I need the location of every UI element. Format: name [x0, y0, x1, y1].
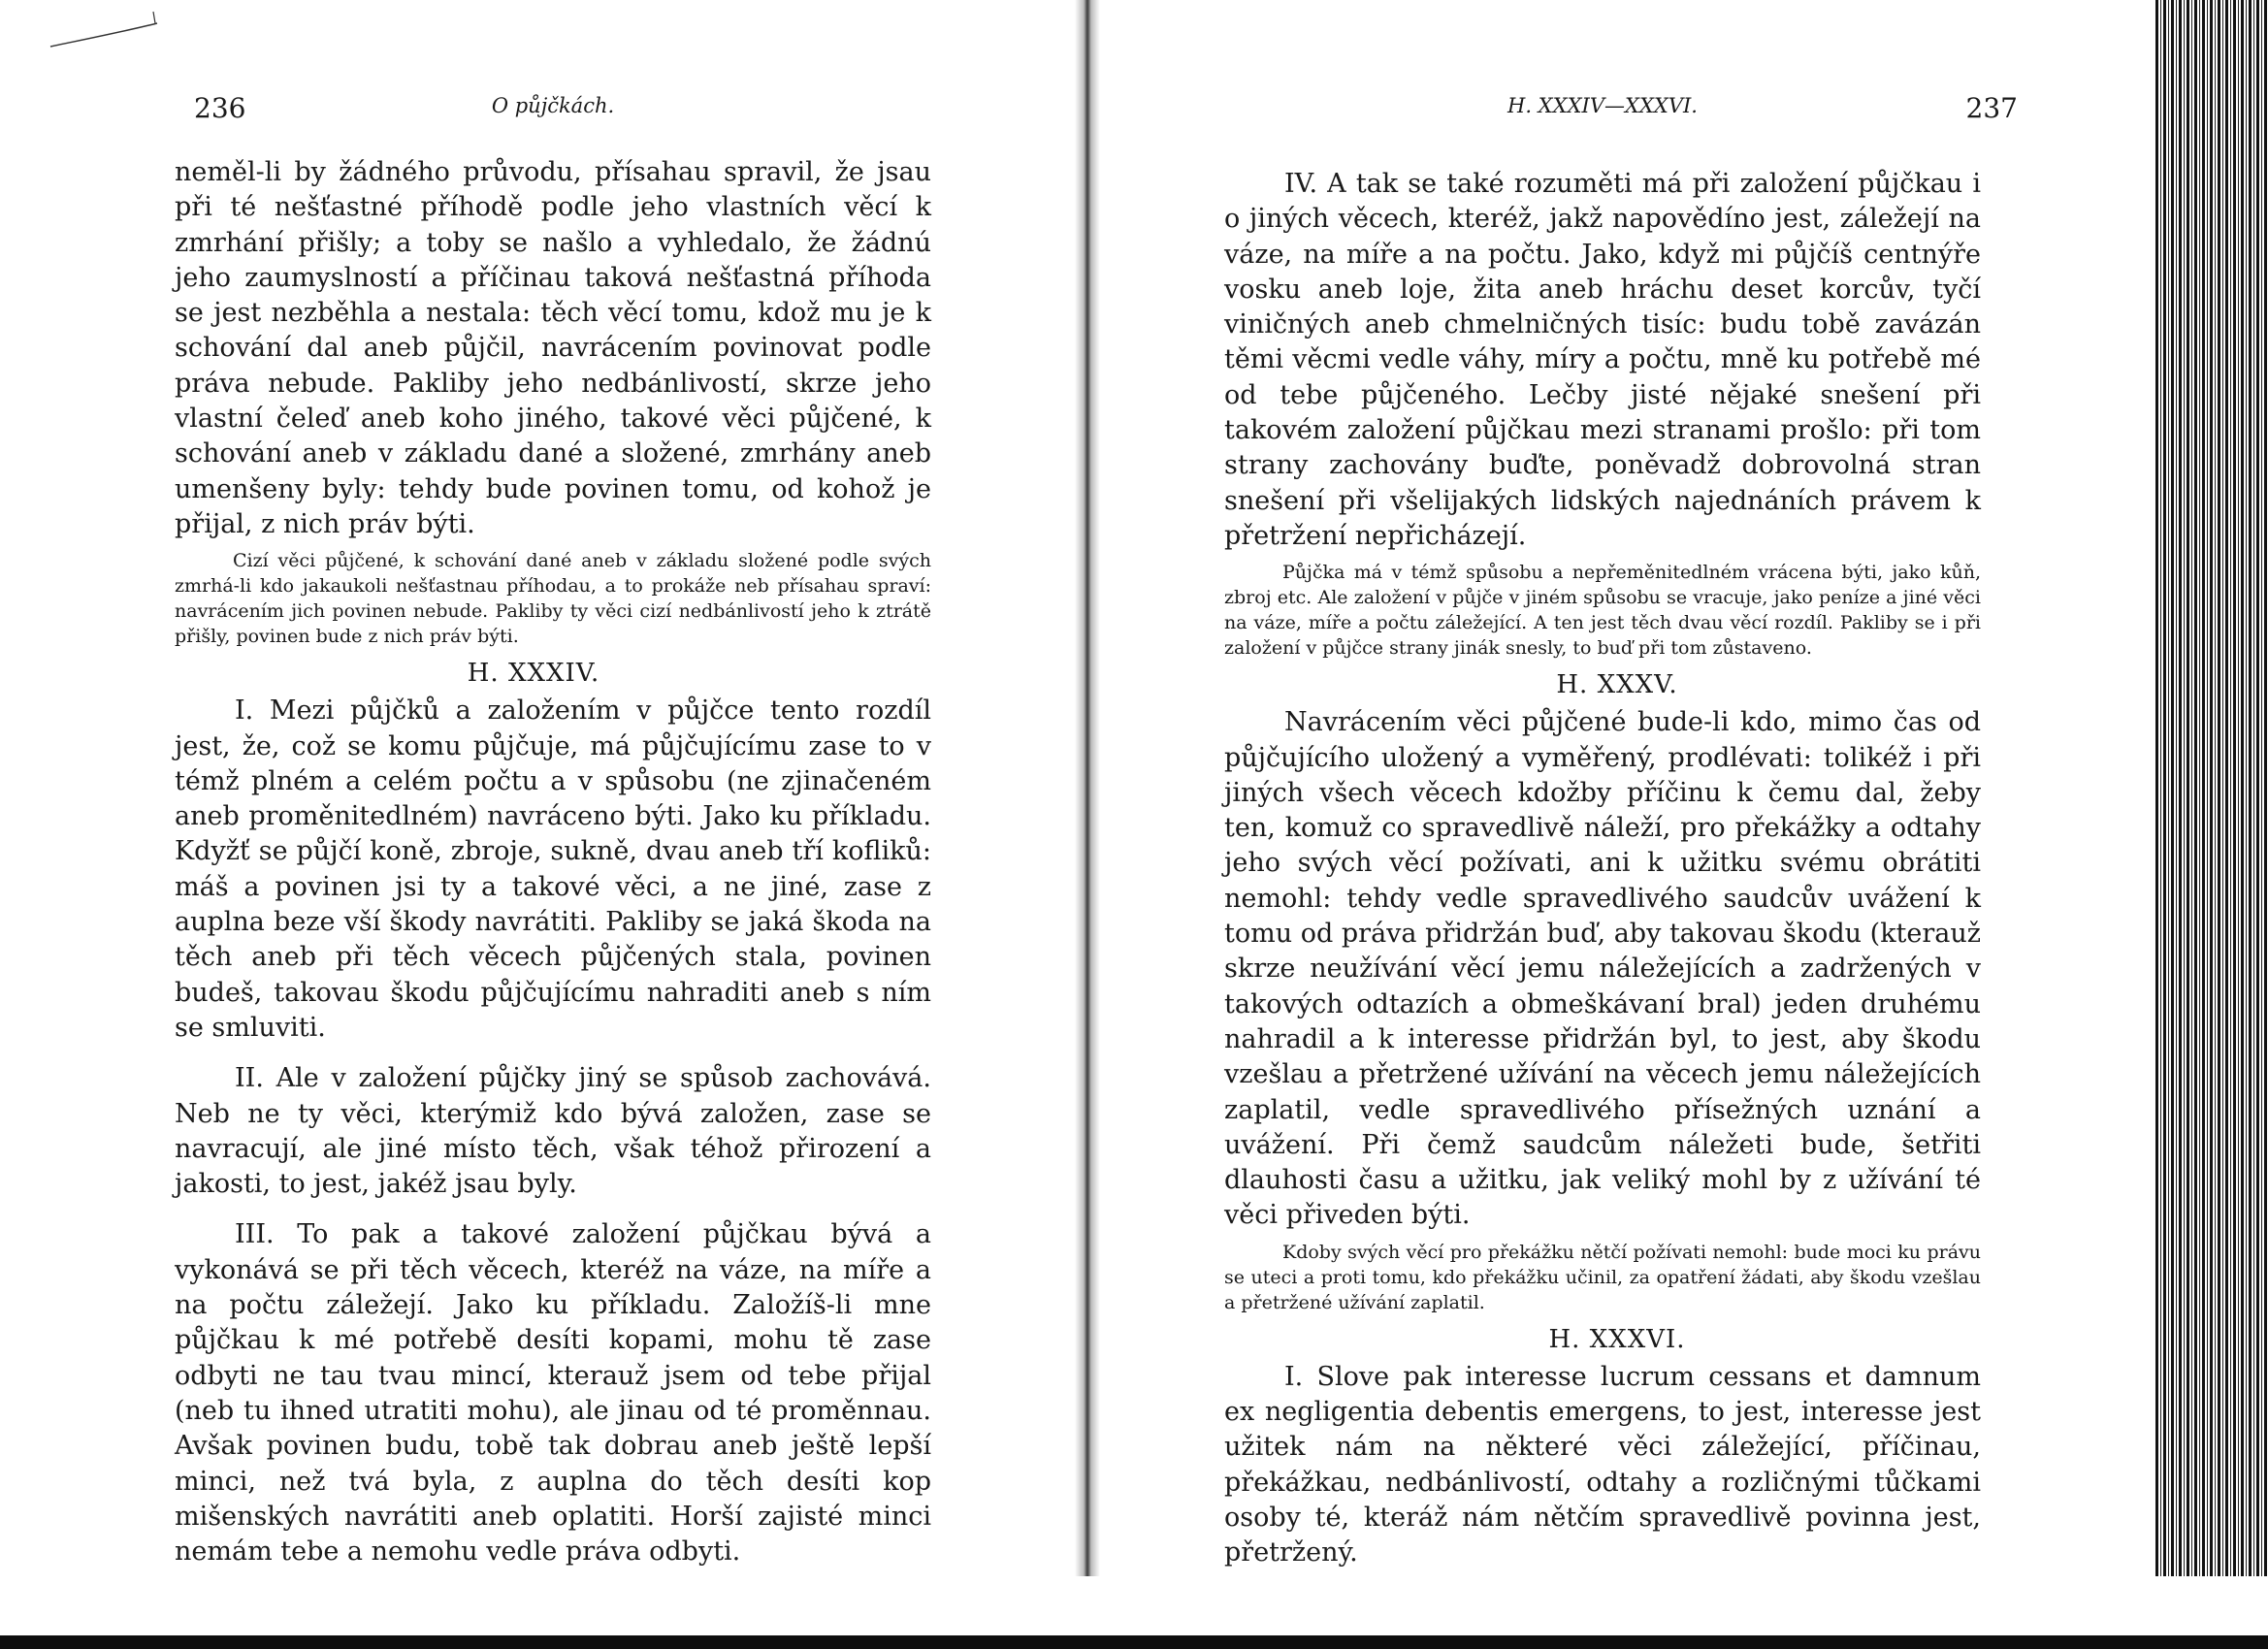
- paragraph: I. Mezi půjčků a založením v půjčce tento rozdíl jest, že, což se komu půjčuje, má půjčujícímu zase to v témž plném a celém počtu a v spůsobu (ne zjinačeném aneb proměnitedlném) navráceno býti. Jako ku příkladu. Kdyžť se půjčí koně, zbroje, sukně, dvau aneb tří kofliků: máš a povinen jsi ty a takové věci, a ne jiné, zase z auplna beze vší škody navrátiti. Pakliby se jaká škoda na těch aneb při těch věcech půjčených stala, povinen budeš, takovau škodu půjčujícímu nahraditi aneb s ním se smluviti.: [175, 695, 931, 1043]
- page-number: 237: [1965, 92, 2018, 124]
- pen-stroke-mark: [49, 10, 160, 50]
- page-edge-stack: [2155, 0, 2268, 1576]
- paragraph: III. To pak a takové založení půjčkau bývá a vykonává se při těch věcech, kteréž na váze, na míře a na počtu záležejí. Jako ku příkladu. Založíš-li mne půjčkau k mé potřebě desíti kopami, mohu tě zase odbyti ne tau tvau mincí, kterauž jsem od tebe přijal (neb tu ihned utratiti mohu), ale jinau od té proměnnau. Avšak povinen budu, tobě tak dobrau aneb ještě lepší minci, než tvá byla, z auplna do těch desíti kop mišenských navrátiti aneb oplatiti. Horší zajisté minci nemám tebe a nemohu vedle práva odbyti.: [175, 1219, 931, 1568]
- marginal-summary-note: Kdoby svých věcí pro překážku nětčí požívati nemohl: bude moci ku právu se uteci a proti tomu, kdo překážku učinil, za opatření žádati, aby škodu vzešlau a přetržené užívání zaplatil.: [1224, 1241, 1981, 1313]
- paragraph: Navrácením věci půjčené bude-li kdo, mimo čas od půjčujícího uložený a vyměřený, prodlévati: tolikéž i při jiných všech věcech kdožby příčinu k čemu dal, žeby ten, komuž co spravedlivě náleží, pro překážky a odtahy jeho svých věcí požívati, ani k užitku svému obrátiti nemohl: tehdy vedle spravedlivého saudcův uvážení k tomu od práva přidržán buď, aby takovau škodu (kterauž skrze neužívání věcí jemu náležejících a zadržených v takových odtazích a obmeškávaní bral) jeden druhému nahradil a k interesse přidržán byl, to jest, aby škodu vzešlau a přetržené užívání na věcech jemu náležejících zaplatil, vedle spravedlivého přísežných uznání a uvážení. Při čemž saudcům náležeti bude, šetřiti dlauhosti času a užitku, jak veliký mohl by z užívání té věci přiveden býti.: [1224, 707, 1981, 1231]
- section-heading: H. XXXIV.: [467, 659, 600, 689]
- page-number: 236: [194, 92, 246, 124]
- section-heading: H. XXXVI.: [1548, 1324, 1686, 1354]
- running-title: O půjčkách.: [491, 94, 615, 117]
- paragraph: IV. A tak se také rozuměti má při založení půjčkau i o jiných věcech, kteréž, jakž napovědíno jest, záležejí na váze, na míře a na počtu. Jako, když mi půjčíš centnýře vosku aneb loje, žita aneb hráchu deset korcův, tyčí viničných aneb chmelničných tisíc: budu tobě zavázán těmi věcmi vedle váhy, míry a počtu, mně ku potřebě mé od tebe půjčeného. Lečby jisté nějaké snešení při takovém založení půjčkau mezi stranami prošlo: při tom strany zachovány buďte, poněvadž dobrovolná stran snešení při všelijakých lidských najednáních právem k přetržení nepřicházejí.: [1224, 169, 1981, 551]
- section-heading: H. XXXV.: [1556, 670, 1678, 700]
- right-running-head: [1215, 92, 2018, 131]
- left-running-head: [165, 92, 941, 131]
- marginal-summary-note: Půjčka má v témž spůsobu a nepřeměnitedlném vrácena býti, jako kůň, zbroj etc. Ale založení v půjče v jiném spůsobu se vracuje, jako peníze a jiné věci na váze, míře a počtu záležející. A ten jest těch dvau věcí rozdíl. Pakliby se i při založení v půjčce strany jinák snesly, to buď při tom zůstaveno.: [1224, 562, 1981, 660]
- paragraph-gap: [165, 1202, 941, 1217]
- right-page-body: [1215, 167, 1991, 1571]
- marginal-summary-note: Cizí věci půjčené, k schování dané aneb v základu složené podle svých zmrhá-li kdo jakaukoli nešťastnau příhodau, a to prokáže neb přísahau spraví: navrácením jich povinen nebude. Pakliby ty věci cizí nedbánlivostí jeho k ztrátě přišly, povinen bude z nich práv býti.: [175, 550, 931, 648]
- book-gutter: [1075, 0, 1100, 1576]
- paragraph: neměl-li by žádného průvodu, přísahau spravil, že jsau při té nešťastné příhodě podle jeho vlastních věcí k zmrhání přišly; a toby se našlo a vyhledalo, že žádnú jeho zaumyslností a příčinau taková nešťastná příhoda se jest nezběhla a nestala: těch věcí tomu, kdož mu je k schování dal aneb půjčil, navrácením povinovat podle práva nebude. Pakliby jeho nedbánlivostí, skrze jeho vlastní čeleď aneb koho jiného, takové věci půjčené, k schování aneb v základu dané a složené, zmrhány aneb umenšeny byly: tehdy bude povinen tomu, od kohož je přijal, z nich práv býti.: [175, 157, 931, 539]
- paragraph: I. Slove pak interesse lucrum cessans et damnum ex negligentia debentis emergens, to jest, interesse jest užitek nám na některé věci záležející, příčinau, překážkau, nedbánlivostí, odtahy a rozličnými tůčkami osoby té, kteráž nám nětčím spravedlivě povinna jest, přetržený.: [1224, 1361, 1981, 1568]
- running-title: H. XXXIV—XXXVI.: [1507, 94, 1698, 117]
- paragraph: II. Ale v založení půjčky jiný se spůsob zachovává. Neb ne ty věci, kterýmiž kdo bývá založen, zase se navracují, ale jiné místo těch, však téhož přirození a jakosti, to jest, jakéž jsau byly.: [175, 1063, 931, 1200]
- paragraph-gap: [165, 1046, 941, 1061]
- left-page-body: [165, 155, 941, 1569]
- scan-bottom-border: [0, 1635, 2268, 1649]
